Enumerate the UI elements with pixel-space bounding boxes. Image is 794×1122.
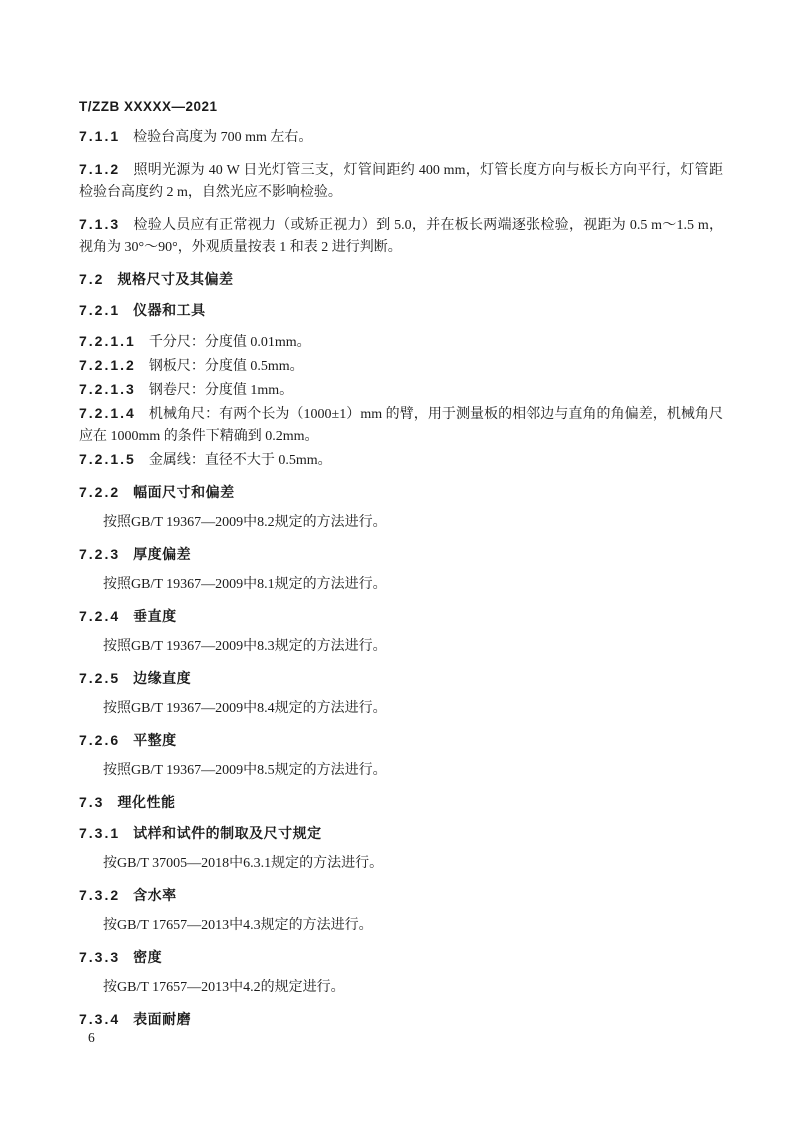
document-content [79, 116, 723, 1030]
clause-text: 照明光源为 40 W 日光灯管三支，灯管间距约 400 mm，灯管长度方向与板长方向平行，灯管距检验台高度约 2 m，自然光应不影响检验。 [79, 163, 723, 200]
clause-heading [79, 822, 723, 844]
clause-paragraph [79, 378, 723, 402]
clause-title: 平整度 [133, 732, 177, 748]
clause-text: 按GB/T 17657—2013中4.3规定的方法进行。 [103, 918, 373, 933]
clause-title: 垂直度 [133, 608, 177, 624]
clause-text: 按照GB/T 19367—2009中8.4规定的方法进行。 [103, 701, 387, 716]
clause-heading [79, 791, 723, 813]
page-number: 6 [88, 1030, 95, 1045]
clause-heading [79, 299, 723, 321]
clause-number: 7.3.4 [79, 1011, 121, 1027]
clause-title: 仪器和工具 [133, 302, 206, 318]
clause-number: 7.1.1 [79, 128, 121, 144]
clause-paragraph [79, 448, 723, 472]
clause-number: 7.2.3 [79, 546, 121, 562]
clause-title: 试样和试件的制取及尺寸规定 [133, 825, 322, 841]
clause-text: 按照GB/T 19367—2009中8.5规定的方法进行。 [103, 763, 387, 778]
clause-paragraph [79, 330, 723, 354]
body-paragraph [79, 977, 723, 999]
clause-paragraph [79, 125, 723, 149]
clause-text: 检验台高度为 700 mm 左右。 [133, 130, 313, 145]
clause-paragraph [79, 158, 723, 204]
clause-number: 7.2.4 [79, 608, 121, 624]
body-paragraph [79, 853, 723, 875]
clause-text: 千分尺：分度值 0.01mm。 [148, 335, 311, 350]
clause-number: 7.2.5 [79, 670, 121, 686]
clause-heading [79, 884, 723, 906]
clause-text: 金属线：直径不大于 0.5mm。 [148, 453, 332, 468]
clause-text: 钢卷尺：分度值 1mm。 [148, 383, 294, 398]
body-paragraph [79, 512, 723, 534]
body-paragraph [79, 636, 723, 658]
clause-number: 7.3.1 [79, 825, 121, 841]
clause-number: 7.2.2 [79, 484, 121, 500]
clause-text: 按照GB/T 19367—2009中8.2规定的方法进行。 [103, 515, 387, 530]
clause-text: 检验人员应有正常视力（或矫正视力）到 5.0，并在板长两端逐张检验，视距为 0.5 m～1.5 m，视角为 30°～90°，外观质量按表 1 和表 2 进行判断。 [79, 218, 723, 255]
clause-text: 机械角尺：有两个长为（1000±1）mm 的臂，用于测量板的相邻边与直角的角偏差，机械角尺应在 1000mm 的条件下精确到 0.2mm。 [79, 407, 723, 444]
clause-title: 幅面尺寸和偏差 [133, 484, 235, 500]
body-paragraph [79, 698, 723, 720]
clause-heading [79, 1008, 723, 1030]
clause-title: 表面耐磨 [133, 1011, 192, 1027]
clause-number: 7.2.1.1 [79, 333, 136, 349]
clause-number: 7.1.3 [79, 216, 121, 232]
body-paragraph [79, 760, 723, 782]
clause-paragraph [79, 213, 723, 259]
clause-paragraph [79, 402, 723, 448]
clause-number: 7.3.3 [79, 949, 121, 965]
clause-heading [79, 543, 723, 565]
clause-number: 7.2.1 [79, 302, 121, 318]
document-header: T/ZZB XXXXX—2021 [79, 99, 218, 114]
clause-text: 钢板尺：分度值 0.5mm。 [148, 359, 304, 374]
body-paragraph [79, 915, 723, 937]
clause-number: 7.2.1.2 [79, 357, 136, 373]
clause-heading [79, 946, 723, 968]
clause-text: 按照GB/T 19367—2009中8.1规定的方法进行。 [103, 577, 387, 592]
clause-heading [79, 481, 723, 503]
clause-number: 7.2.1.3 [79, 381, 136, 397]
clause-number: 7.2.1.4 [79, 405, 136, 421]
clause-number: 7.2 [79, 271, 105, 287]
clause-text: 按GB/T 17657—2013中4.2的规定进行。 [103, 980, 345, 995]
clause-title: 边缘直度 [133, 670, 192, 686]
clause-title: 密度 [133, 949, 163, 965]
clause-heading [79, 605, 723, 627]
clause-title: 理化性能 [117, 794, 176, 810]
clause-heading [79, 667, 723, 689]
clause-number: 7.3.2 [79, 887, 121, 903]
clause-title: 厚度偏差 [133, 546, 192, 562]
clause-number: 7.2.1.5 [79, 451, 136, 467]
clause-title: 含水率 [133, 887, 177, 903]
clause-number: 7.3 [79, 794, 105, 810]
clause-text: 按照GB/T 19367—2009中8.3规定的方法进行。 [103, 639, 387, 654]
clause-heading [79, 729, 723, 751]
body-paragraph [79, 574, 723, 596]
clause-number: 7.2.6 [79, 732, 121, 748]
clause-paragraph [79, 354, 723, 378]
clause-heading [79, 268, 723, 290]
clause-number: 7.1.2 [79, 161, 121, 177]
clause-title: 规格尺寸及其偏差 [117, 271, 234, 287]
clause-text: 按GB/T 37005—2018中6.3.1规定的方法进行。 [103, 856, 384, 871]
